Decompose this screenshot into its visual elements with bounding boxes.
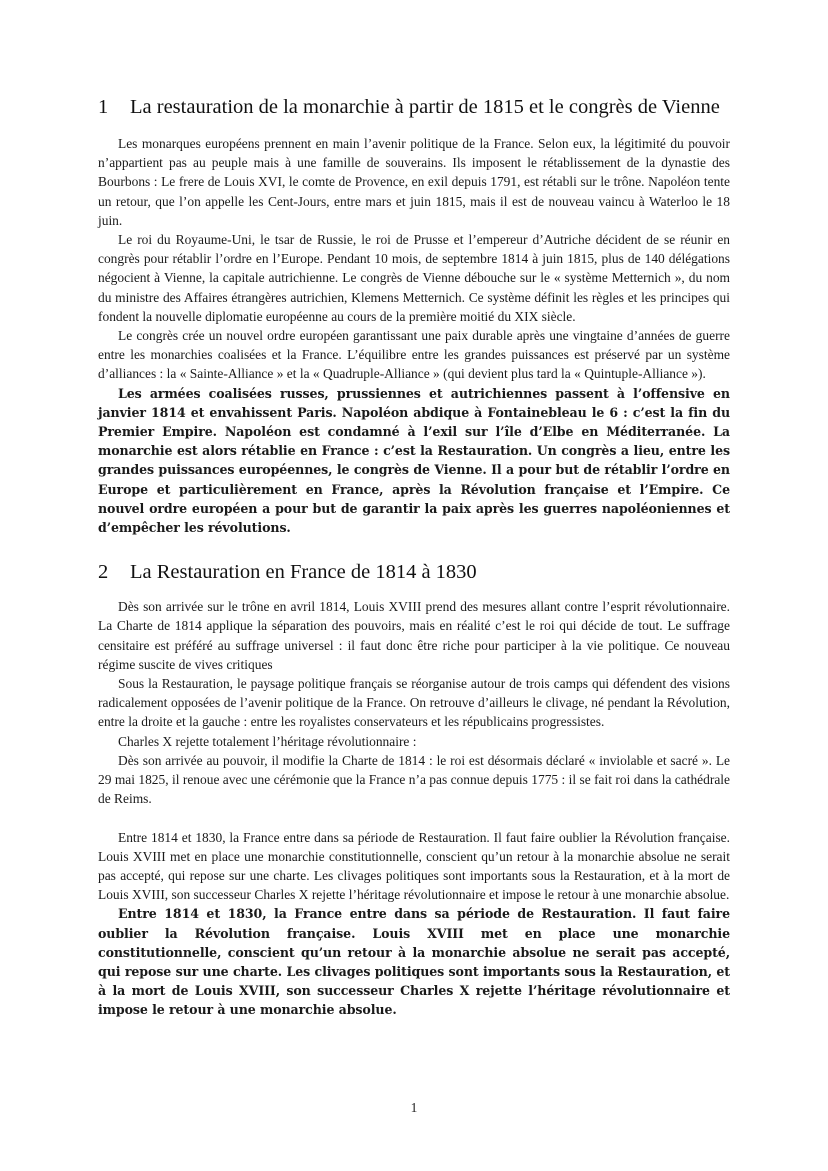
section-2-title: La Restauration en France de 1814 à 1830 [130, 561, 477, 584]
section-2-heading [98, 559, 730, 585]
section-2-paragraph-5: Entre 1814 et 1830, la France entre dans sa période de Restauration. Il faut faire oublier la Révolution française. Louis XVIII met en place une monarchie constitutionnelle, conscient qu’un retour à la monarchie absolue ne serait pas accepté, qui repose sur une charte. Les clivages politiques sont importants sous la Restauration, et à la mort de Louis XVIII, son successeur Charles X rejette l’héritage révolutionnaire et impose le retour à une monarchie absolue. [98, 829, 730, 903]
section-1-title: La restauration de la monarchie à partir de 1815 et le congrès de Vienne [130, 96, 720, 118]
section-1-summary: Les armées coalisées russes, prussiennes et autrichiennes passent à l’offensive en janvier 1814 et envahissent Paris. Napoléon abdique à Fontainebleau le 6 : c’est la fin du Premier Empire. Napoléon est condamné à l’exil sur l’île d’Elbe en Méditerranée. La monarchie est alors rétablie en France : c’est la Restauration. Un congrès a lieu, entre les grandes puissances européennes, le congrès de Vienne. Il a pour but de rétablir l’ordre en Europe et particulièrement en France, après la Révolution française et l’Empire. Ce nouvel ordre européen a pour but de garantir la paix après les guerres napoléoniennes et d’empêcher les révolutions. [98, 385, 730, 536]
section-2-paragraph-1: Dès son arrivée sur le trône en avril 1814, Louis XVIII prend des mesures allant contre l’esprit révolutionnaire. La Charte de 1814 applique la séparation des pouvoirs, mais en réalité c’est le roi qui décide de tout. Le suffrage censitaire est préféré au suffrage universel : il faut donc être riche pour participer à la vie politique. Ce nouveau régime suscite de vives critiques [98, 599, 730, 672]
section-1-heading [98, 94, 730, 120]
section-2-number: 2 [98, 561, 109, 584]
section-1-paragraph-2: Le roi du Royaume-Uni, le tsar de Russie, le roi de Prusse et l’empereur d’Autriche décident de se réunir en congrès pour rétablir l’ordre en l’Europe. Pendant 10 mois, de septembre 1814 à juin 1815, plus de 140 délégations négocient à Vienne, la capitale autrichienne. Le congrès de Vienne débouche sur le « système Metternich », du nom du ministre des Affaires étrangères autrichien, Klemens Metternich. Ce système définit les règles et les principes qui fondent la nouvelle diplomatie européenne au cours de la première moitié du XIX siècle. [98, 232, 730, 324]
page-number: 1 [410, 1100, 418, 1115]
section-2-paragraph-4: Dès son arrivée au pouvoir, il modifie la Charte de 1814 : le roi est désormais déclaré « inviolable et sacré ». Le 29 mai 1825, il renoue avec une cérémonie que la France n’a pas connue depuis 1775 : il se fait roi dans la cathédrale de Reims. [98, 752, 730, 807]
section-2-paragraph-3: Charles X rejette totalement l’héritage révolutionnaire : [118, 733, 417, 749]
section-1-paragraph-3: Le congrès crée un nouvel ordre européen garantissant une paix durable après une vingtaine d’années de guerre entre les monarchies coalisées et la France. L’équilibre entre les grandes puissances est préservé par un système d’alliances : la « Sainte-Alliance » et la « Quadruple-Alliance » (qui devient plus tard la « Quintuple-Alliance »). [98, 328, 730, 382]
section-2-summary: Entre 1814 et 1830, la France entre dans sa période de Restauration. Il faut faire oublier la Révolution française. Louis XVIII met en place une monarchie constitutionnelle, conscient qu’un retour à la monarchie absolue ne serait pas accepté, qui repose sur une charte. Les clivages politiques sont importants sous la Restauration, et à la mort de Louis XVIII, son successeur Charles X rejette l’héritage révolutionnaire et impose le retour à une monarchie absolue. [98, 906, 730, 1018]
section-1-number: 1 [98, 96, 109, 118]
document-page [98, 94, 730, 1020]
section-2-paragraph-2: Sous la Restauration, le paysage politique français se réorganise autour de trois camps qui défendent des visions radicalement opposées de l’avenir politique de la France. On retrouve d’ailleurs le clivage, né pendant la Révolution, entre la droite et la gauche : entre les royalistes conservateurs et les républicains progressistes. [98, 676, 730, 730]
section-1-paragraph-1: Les monarques européens prennent en main l’avenir politique de la France. Selon eux, la légitimité du pouvoir n’appartient pas au peuple mais à une famille de souverains. Ils imposent le rétablissement de la dynastie des Bourbons : Le frere de Louis XVI, le comte de Provence, en exil depuis 1791, est rétabli sur le trône. Napoléon tente un retour, que l’on appelle les Cent-Jours, entre mars et juin 1815, mais il est de nouveau vaincu à Waterloo le 18 juin. [98, 136, 730, 228]
